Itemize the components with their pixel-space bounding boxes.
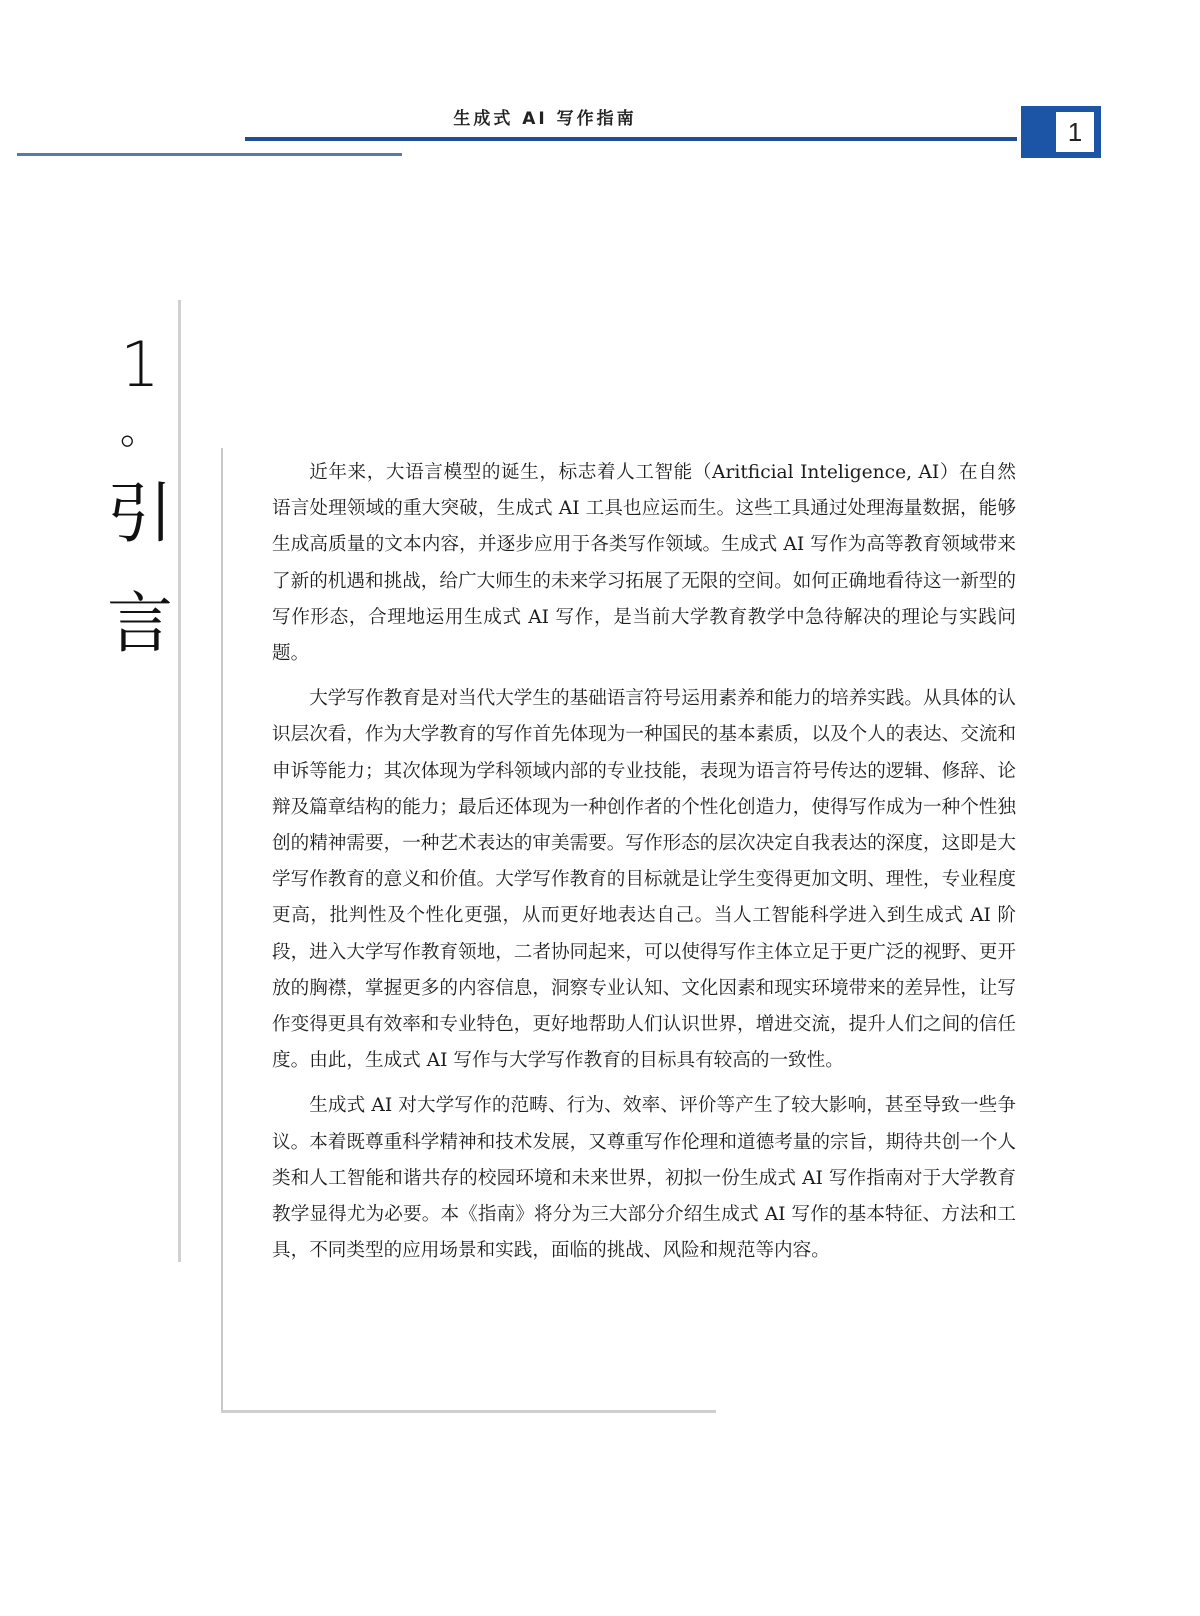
text-frame-bottom-rule bbox=[221, 1410, 716, 1413]
page-number: 1 bbox=[1055, 111, 1095, 153]
body-text bbox=[272, 455, 1016, 1278]
page-number-badge bbox=[1021, 106, 1101, 158]
chapter-divider-rule bbox=[178, 300, 181, 1262]
chapter-number: 1 bbox=[120, 328, 160, 401]
header-rule-sub bbox=[17, 153, 402, 156]
paragraph: 生成式 AI 对大学写作的范畴、行为、效率、评价等产生了较大影响，甚至导致一些争议。本着既尊重科学精神和技术发展，又尊重写作伦理和道德考量的宗旨，期待共创一个人类和人工智能和谐共存的校园环境和未来世界，初拟一份生成式 AI 写作指南对于大学教育教学显得尤为必要。本《指南》将分为三大部分介绍生成式 AI 写作的基本特征、方法和工具，不同类型的应用场景和实践，面临的挑战、风险和规范等内容。 bbox=[272, 1095, 1016, 1262]
text-frame-left-rule bbox=[221, 448, 223, 1413]
paragraph: 近年来，大语言模型的诞生，标志着人工智能（Aritficial Inteligence, AI）在自然语言处理领域的重大突破，生成式 AI 工具也应运而生。这些工具通过处理海量数据，能够生成高质量的文本内容，并逐步应用于各类写作领域。生成式 AI 写作为高等教育领域带来了新的机遇和挑战，给广大师生的未来学习拓展了无限的空间。如何正确地看待这一新型的写作形态，合理地运用生成式 AI 写作，是当前大学教育教学中急待解决的理论与实践问题。 bbox=[272, 462, 1016, 665]
running-title: 生成式 AI 写作指南 bbox=[453, 109, 637, 129]
chapter-title bbox=[107, 328, 173, 694]
chapter-separator: 。 bbox=[120, 407, 160, 453]
paragraph: 大学写作教育是对当代大学生的基础语言符号运用素养和能力的培养实践。从具体的认识层次看，作为大学教育的写作首先体现为一种国民的基本素质，以及个人的表达、交流和申诉等能力；其次体现为学科领域内部的专业技能，表现为语言符号传达的逻辑、修辞、论辩及篇章结构的能力；最后还体现为一种创作者的个性化创造力，使得写作成为一种个性独创的精神需要，一种艺术表达的审美需要。写作形态的层次决定自我表达的深度，这即是大学写作教育的意义和价值。大学写作教育的目标就是让学生变得更加文明、理性，专业程度更高，批判性及个性化更强，从而更好地表达自己。当人工智能科学进入到生成式 AI 阶段，进入大学写作教育领地，二者协同起来，可以使得写作主体立足于更广泛的视野、更开放的胸襟，掌握更多的内容信息，洞察专业认知、文化因素和现实环境带来的差异性，让写作变得更具有效率和专业特色，更好地帮助人们认识世界，增进交流，提升人们之间的信任度。由此，生成式 AI 写作与大学写作教育的目标具有较高的一致性。 bbox=[272, 688, 1016, 1072]
chapter-title-char: 言 bbox=[107, 585, 173, 662]
header-rule-main bbox=[245, 137, 1017, 141]
chapter-title-char: 引 bbox=[107, 475, 173, 552]
